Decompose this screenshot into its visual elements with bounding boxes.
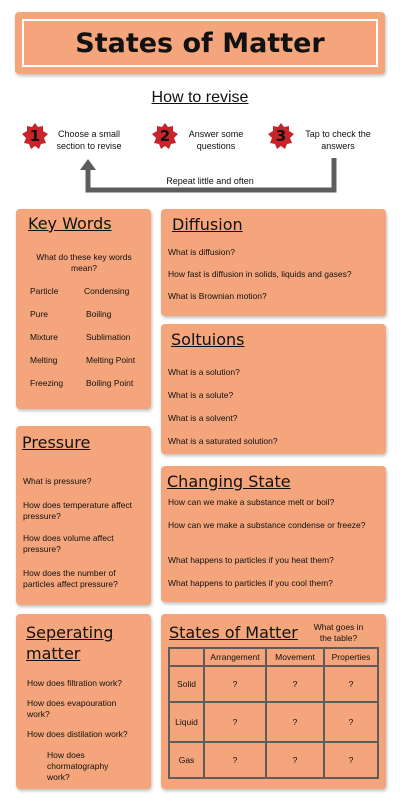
key-word: Melting Point: [86, 355, 136, 365]
question: How does distilation work?: [27, 729, 128, 739]
table-cell: ?: [204, 702, 266, 742]
key-word: Mixture: [30, 332, 58, 342]
table-row-label: Solid: [169, 666, 204, 702]
step-1-text: Choose a small section to revise: [56, 129, 122, 151]
table-cell: ?: [266, 666, 324, 702]
question: What is a solute?: [168, 390, 234, 400]
pressure-heading: Pressure: [22, 433, 91, 452]
states-table-heading: States of Matter: [169, 623, 298, 642]
step-1-badge: [21, 122, 49, 150]
states-table-card: [161, 614, 386, 789]
question: What is pressure?: [23, 476, 92, 486]
revise-heading: How to revise: [151, 89, 249, 106]
table-row: [169, 702, 378, 742]
states-table-prompt: What goes in the table?: [313, 622, 364, 643]
question: How does evapouration work?: [27, 698, 117, 719]
table-row: [169, 742, 378, 778]
key-word: Condensing: [84, 286, 130, 296]
question: What is diffusion?: [168, 247, 235, 257]
question: How can we make a substance melt or boil?: [168, 497, 335, 507]
table-row: [169, 666, 378, 702]
separating-matter-card: [16, 614, 151, 789]
question: What is Brownian motion?: [168, 291, 267, 301]
key-word: Melting: [30, 355, 58, 365]
table-cell: ?: [204, 742, 266, 778]
step-1-number: 1: [29, 127, 41, 145]
question: What is a solution?: [168, 367, 240, 377]
table-cell: ?: [324, 702, 378, 742]
diffusion-card: [161, 209, 386, 316]
question: How does filtration work?: [27, 678, 122, 688]
separating-heading-line1: Seperating: [26, 623, 114, 642]
table-cell: ?: [204, 666, 266, 702]
key-word: Boiling Point: [86, 378, 134, 388]
title-frame: [22, 19, 378, 67]
table-cell: ?: [266, 702, 324, 742]
states-table: [168, 647, 379, 779]
table-row: [169, 648, 378, 666]
title-card: [15, 12, 385, 74]
table-row-label: Liquid: [169, 702, 204, 742]
solutions-heading: Soltuions: [171, 330, 245, 349]
question: What is a saturated solution?: [168, 436, 278, 446]
table-header-cell: Movement: [266, 648, 324, 666]
key-words-card: [16, 209, 151, 409]
step-3-number: 3: [275, 127, 287, 145]
diffusion-heading: Diffusion: [172, 215, 243, 234]
key-word: Boiling: [86, 309, 112, 319]
question: What happens to particles if you cool them?: [168, 578, 333, 588]
step-2-badge: [151, 122, 179, 150]
key-words-heading: Key Words: [28, 214, 112, 233]
table-header-cell: Arrangement: [204, 648, 266, 666]
key-word: Pure: [30, 309, 48, 319]
question: How does temperature affect pressure?: [23, 500, 132, 521]
key-words-question: What do these key words mean?: [36, 252, 132, 273]
step-2-number: 2: [159, 127, 171, 145]
question: How fast is diffusion in solids, liquids and gases?: [168, 269, 352, 279]
changing-state-heading: Changing State: [167, 472, 291, 491]
step-3-badge: [267, 122, 295, 150]
repeat-loop-arrow-icon: [78, 150, 342, 196]
question: How does the number of particles affect pressure?: [23, 568, 118, 589]
key-word: Freezing: [30, 378, 64, 388]
table-cell: ?: [324, 666, 378, 702]
key-word: Sublimation: [86, 332, 131, 342]
table-header-cell: Properties: [324, 648, 378, 666]
question: What is a solvent?: [168, 413, 238, 423]
table-cell: ?: [324, 742, 378, 778]
separating-heading-line2: matter: [26, 644, 81, 663]
question: How can we make a substance condense or freeze?: [168, 520, 366, 530]
table-row-label: Gas: [169, 742, 204, 778]
question: How does volume affect pressure?: [23, 533, 114, 554]
key-word: Particle: [30, 286, 59, 296]
question: What happens to particles if you heat them?: [168, 555, 334, 565]
solutions-card: [161, 324, 386, 454]
table-corner-cell: [169, 648, 204, 666]
changing-state-card: [161, 466, 386, 602]
table-cell: ?: [266, 742, 324, 778]
repeat-label: Repeat little and often: [166, 176, 254, 186]
pressure-card: [16, 426, 151, 605]
step-2-text: Answer some questions: [188, 129, 244, 151]
page-title: States of Matter: [75, 27, 325, 59]
question: How does chormatography work?: [47, 750, 109, 782]
step-3-text: Tap to check the answers: [305, 129, 371, 151]
